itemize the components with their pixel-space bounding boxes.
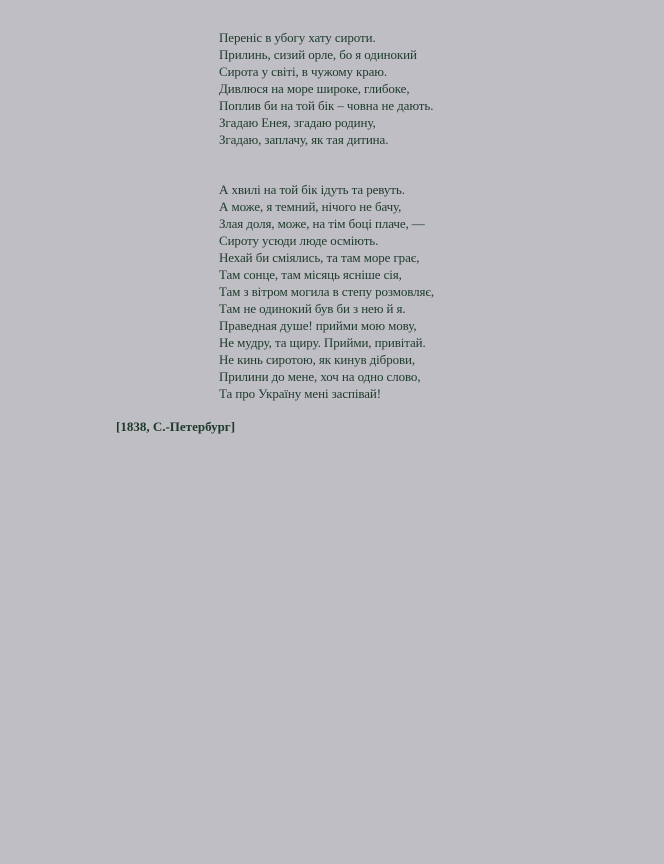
poem-line: Праведная душе! прийми мою мову,: [219, 318, 417, 333]
poem-line: Прилинь, сизий орле, бо я одинокий: [219, 47, 417, 62]
poem-line: А хвилі на той бік ідуть та ревуть.: [219, 182, 405, 197]
poem-line: Сироту усюди люде осміють.: [219, 233, 379, 248]
poem-line: Прилини до мене, хоч на одно слово,: [219, 369, 421, 384]
poem-line: Згадаю, заплачу, як тая дитина.: [219, 132, 389, 147]
poem-line: Сирота у світі, в чужому краю.: [219, 64, 388, 79]
poem-date-place-signature: [1838, С.-Петербург]: [116, 419, 236, 434]
poem-line: А може, я темний, нічого не бачу,: [219, 199, 402, 214]
poem-line: Дивлюся на море широке, глибоке,: [219, 81, 410, 96]
poem-line: Там не одинокий був би з нею й я.: [219, 301, 406, 316]
poem-line: Там сонце, там місяць ясніше сія,: [219, 267, 402, 282]
poem-line: Та про Україну мені заспівай!: [219, 386, 381, 401]
poem-stanza-2: [219, 181, 434, 402]
poem-line: Не мудру, та щиру. Прийми, привітай.: [219, 335, 426, 350]
poem-line: Переніс в убогу хату сироти.: [219, 30, 376, 45]
poem-line: Злая доля, може, на тім боці плаче, —: [219, 216, 425, 231]
poem-line: Згадаю Енея, згадаю родину,: [219, 115, 376, 130]
poem-stanza-1: [219, 29, 433, 148]
poem-line: Нехай би сміялись, та там море грає,: [219, 250, 420, 265]
poem-line: Там з вітром могила в степу розмовляє,: [219, 284, 435, 299]
poem-line: Не кинь сиротою, як кинув діброви,: [219, 352, 416, 367]
poem-line: Поплив би на той бік – човна не дають.: [219, 98, 434, 113]
